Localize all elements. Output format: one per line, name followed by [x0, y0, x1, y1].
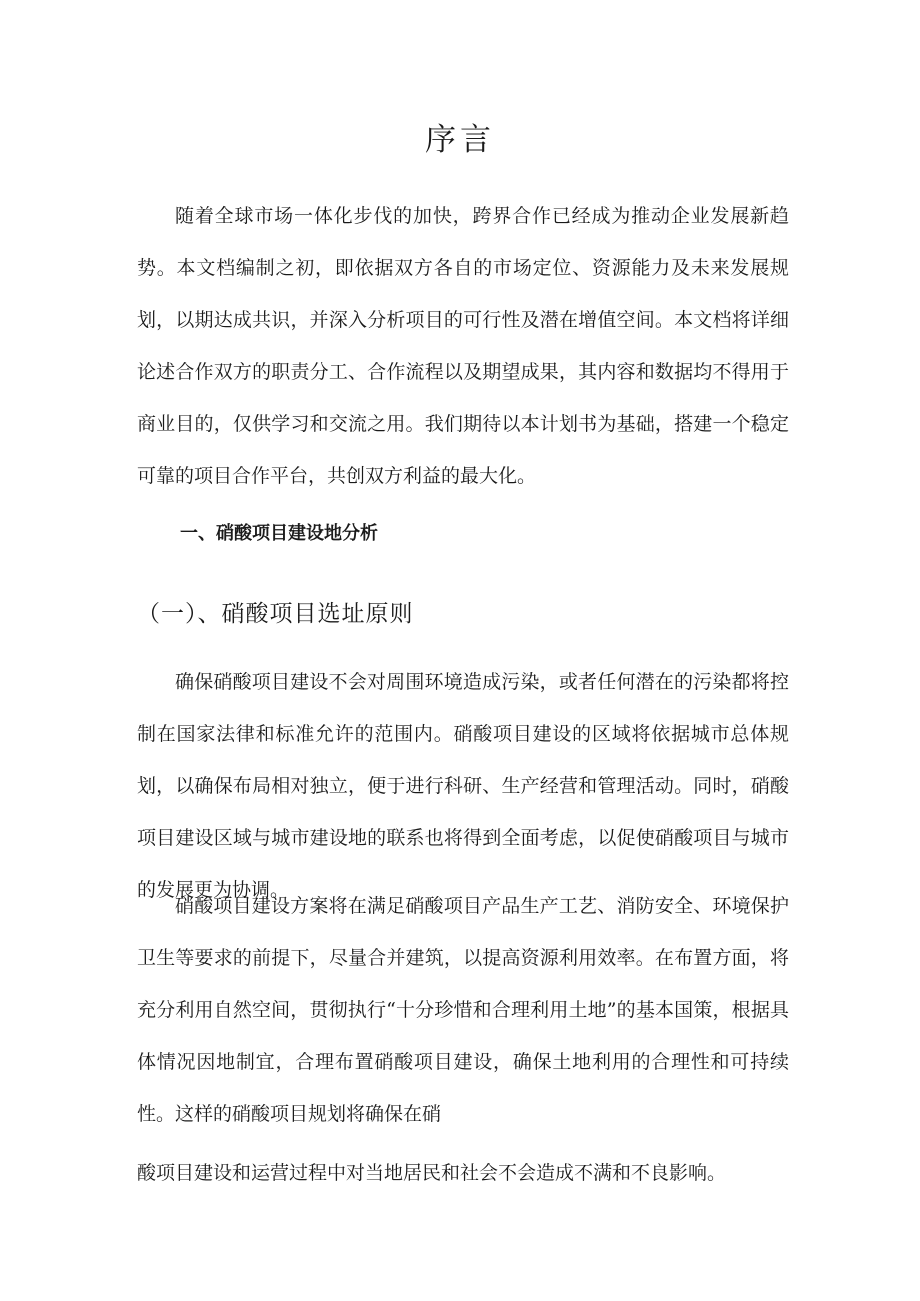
document-title: 序言: [425, 122, 495, 158]
subsection-heading: （一）、硝酸项目选址原则: [137, 601, 414, 627]
body-paragraph-continued: 酸项目建设和运营过程中对当地居民和社会不会造成不满和不良影响。: [137, 1162, 727, 1184]
body-paragraph: 确保硝酸项目建设不会对周围环境造成污染，或者任何潜在的污染都将控制在国家法律和标准允许的范围内。硝酸项目建设的区域将依据城市总体规划，以确保布局相对独立，便于进行科研、生产经营和管理活动。同时，硝酸项目建设区域与城市建设地的联系也将得到全面考虑，以促使硝酸项目与城市的发展更为协调。: [137, 671, 789, 901]
section-heading: 一、硝酸项目建设地分析: [180, 523, 378, 544]
body-paragraph: 硝酸项目建设方案将在满足硝酸项目产品生产工艺、消防安全、环境保护卫生等要求的前提下，尽量合并建筑，以提高资源利用效率。在布置方面，将充分利用自然空间，贯彻执行“十分珍惜和合理利用土地”的基本国策，根据具体情况因地制宜，合理布置硝酸项目建设，确保土地利用的合理性和可持续性。这样的硝酸项目规划将确保在硝: [137, 895, 789, 1125]
preface-paragraph: 随着全球市场一体化步伐的加快，跨界合作已经成为推动企业发展新趋势。本文档编制之初，即依据双方各自的市场定位、资源能力及未来发展规划，以期达成共识，并深入分析项目的可行性及潜在增值空间。本文档将详细论述合作双方的职责分工、合作流程以及期望成果，其内容和数据均不得用于商业目的，仅供学习和交流之用。我们期待以本计划书为基础，搭建一个稳定可靠的项目合作平台，共创双方利益的最大化。: [137, 205, 789, 487]
